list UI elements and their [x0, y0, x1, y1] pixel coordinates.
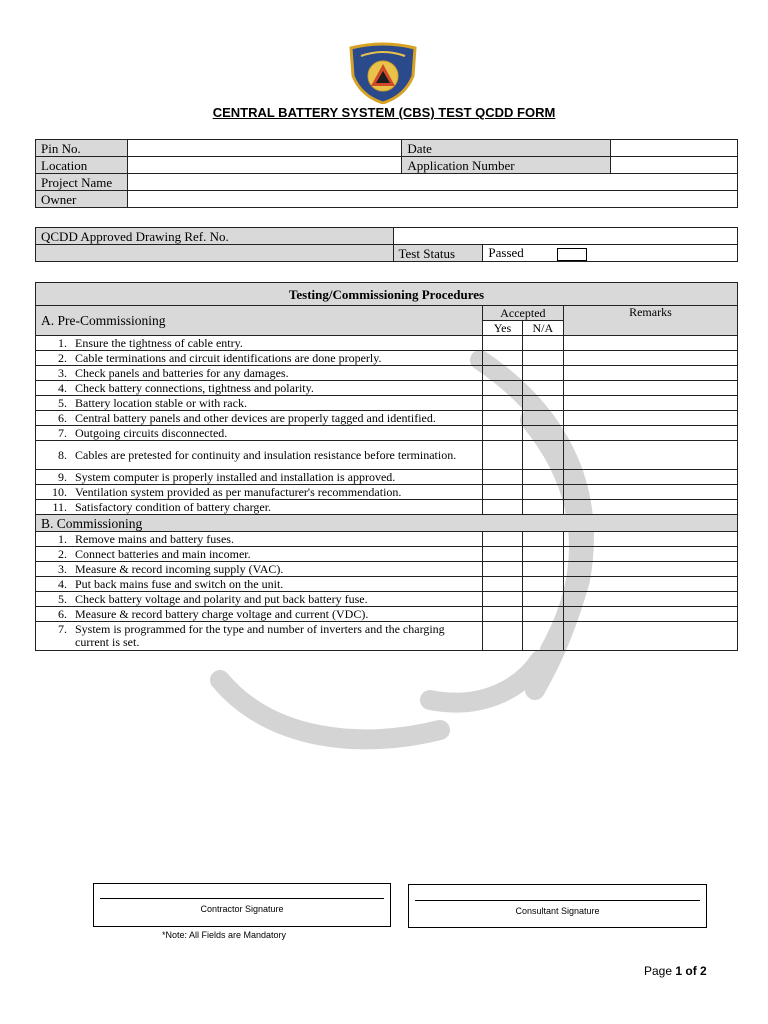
procedure-text-cell: [36, 426, 483, 441]
procedure-text: Outgoing circuits disconnected.: [75, 425, 228, 440]
procedure-number: 8.: [58, 447, 67, 462]
na-checkbox-cell[interactable]: [522, 622, 563, 651]
procedure-row: [36, 396, 738, 411]
procedure-text: Cables are pretested for continuity and insulation resistance before termination.: [75, 447, 457, 462]
yes-checkbox-cell[interactable]: [482, 592, 522, 607]
procedure-text-cell: [36, 547, 483, 562]
mandatory-note: *Note: All Fields are Mandatory: [162, 930, 287, 940]
procedure-text-cell: [36, 562, 483, 577]
date-label: Date: [402, 140, 611, 157]
test-status-checkbox[interactable]: [557, 248, 587, 261]
procedure-text: Battery location stable or with rack.: [75, 395, 247, 410]
procedure-text: Measure & record battery charge voltage and current (VDC).: [75, 606, 369, 621]
procedure-number: 9.: [58, 469, 67, 484]
remarks-cell[interactable]: [563, 381, 737, 396]
page-of: of: [682, 964, 701, 978]
procedure-text: Central battery panels and other devices are properly tagged and identified.: [75, 410, 436, 425]
procedure-row: [36, 577, 738, 592]
remarks-cell[interactable]: [563, 485, 737, 500]
procedure-text-cell: [36, 411, 483, 426]
na-checkbox-cell[interactable]: [522, 381, 563, 396]
page-prefix: Page: [644, 964, 676, 978]
application-number-label: Application Number: [402, 157, 611, 174]
procedure-text-cell: [36, 381, 483, 396]
procedure-row: [36, 336, 738, 351]
procedure-text: Ventilation system provided as per manufacturer's recommendation.: [75, 484, 402, 499]
civil-defense-logo-icon: [343, 42, 423, 104]
section-a-title: A. Pre-Commissioning: [36, 306, 483, 336]
drawing-status-table: [35, 227, 738, 262]
procedure-number: 3.: [58, 365, 67, 380]
na-checkbox-cell[interactable]: [522, 607, 563, 622]
contractor-signature-box[interactable]: [93, 883, 391, 927]
procedure-row: [36, 547, 738, 562]
remarks-cell[interactable]: [563, 411, 737, 426]
remarks-cell[interactable]: [563, 336, 737, 351]
page-current: 1: [675, 964, 683, 978]
yes-header: Yes: [482, 321, 522, 336]
yes-checkbox-cell[interactable]: [482, 396, 522, 411]
procedure-row: [36, 622, 738, 651]
yes-checkbox-cell[interactable]: [482, 381, 522, 396]
procedure-text-cell: [36, 500, 483, 515]
yes-checkbox-cell[interactable]: [482, 441, 522, 470]
remarks-cell[interactable]: [563, 396, 737, 411]
na-checkbox-cell[interactable]: [522, 426, 563, 441]
procedure-text-cell: [36, 607, 483, 622]
procedure-text-cell: [36, 396, 483, 411]
procedures-table: [35, 282, 738, 651]
location-label: Location: [36, 157, 128, 174]
procedure-number: 10.: [52, 484, 67, 499]
procedure-number: 6.: [58, 606, 67, 621]
yes-checkbox-cell[interactable]: [482, 470, 522, 485]
procedure-text: Check battery voltage and polarity and put back battery fuse.: [75, 591, 368, 606]
procedure-row: [36, 426, 738, 441]
project-info-table: [35, 139, 738, 208]
test-status-label: Test Status: [393, 245, 483, 262]
remarks-cell[interactable]: [563, 532, 737, 547]
yes-checkbox-cell[interactable]: [482, 607, 522, 622]
procedure-text-cell: [36, 336, 483, 351]
remarks-cell[interactable]: [563, 607, 737, 622]
drawing-ref-blank: [36, 245, 394, 262]
consultant-signature-label: Consultant Signature: [515, 906, 600, 916]
na-checkbox-cell[interactable]: [522, 441, 563, 470]
project-name-input[interactable]: [127, 174, 737, 191]
project-name-label: Project Name: [36, 174, 128, 191]
na-checkbox-cell[interactable]: [522, 336, 563, 351]
location-input[interactable]: [127, 157, 401, 174]
yes-checkbox-cell[interactable]: [482, 500, 522, 515]
drawing-ref-label: QCDD Approved Drawing Ref. No.: [36, 228, 394, 245]
procedure-row: [36, 366, 738, 381]
remarks-header: Remarks: [563, 306, 737, 336]
procedure-number: 3.: [58, 561, 67, 576]
remarks-cell[interactable]: [563, 622, 737, 651]
procedure-text: System computer is properly installed and installation is approved.: [75, 469, 396, 484]
procedure-text: Check panels and batteries for any damages.: [75, 365, 289, 380]
procedure-row: [36, 500, 738, 515]
yes-checkbox-cell[interactable]: [482, 577, 522, 592]
na-checkbox-cell[interactable]: [522, 366, 563, 381]
consultant-signature-line: [415, 900, 700, 901]
procedure-text: Ensure the tightness of cable entry.: [75, 335, 243, 350]
date-input[interactable]: [611, 140, 738, 157]
procedure-text-cell: [36, 351, 483, 366]
pin-input[interactable]: [127, 140, 401, 157]
application-number-input[interactable]: [611, 157, 738, 174]
procedure-number: 5.: [58, 591, 67, 606]
procedure-text: Remove mains and battery fuses.: [75, 531, 234, 546]
yes-checkbox-cell[interactable]: [482, 336, 522, 351]
yes-checkbox-cell[interactable]: [482, 547, 522, 562]
procedure-row: [36, 532, 738, 547]
procedure-text: Cable terminations and circuit identifications are done properly.: [75, 350, 382, 365]
contractor-signature-line: [100, 898, 384, 899]
test-status-value: Passed: [488, 245, 524, 261]
procedure-text: Check battery connections, tightness and polarity.: [75, 380, 314, 395]
procedure-number: 1.: [58, 335, 67, 350]
na-checkbox-cell[interactable]: [522, 532, 563, 547]
remarks-cell[interactable]: [563, 500, 737, 515]
na-header: N/A: [522, 321, 563, 336]
na-checkbox-cell[interactable]: [522, 485, 563, 500]
consultant-signature-box[interactable]: [408, 884, 707, 928]
drawing-ref-input[interactable]: [393, 228, 738, 245]
owner-label: Owner: [36, 191, 128, 208]
procedure-text-cell: [36, 532, 483, 547]
remarks-cell[interactable]: [563, 351, 737, 366]
procedures-header: Testing/Commissioning Procedures: [36, 283, 738, 306]
page-total: 2: [700, 964, 707, 978]
remarks-cell[interactable]: [563, 366, 737, 381]
contractor-signature-label: Contractor Signature: [200, 904, 284, 914]
na-checkbox-cell[interactable]: [522, 547, 563, 562]
procedure-number: 2.: [58, 546, 67, 561]
form-title: CENTRAL BATTERY SYSTEM (CBS) TEST QCDD FORM: [212, 105, 556, 120]
procedure-number: 6.: [58, 410, 67, 425]
na-checkbox-cell[interactable]: [522, 351, 563, 366]
procedure-text-cell: [36, 577, 483, 592]
procedure-text-cell: [36, 485, 483, 500]
procedure-row: [36, 411, 738, 426]
procedure-text-cell: [36, 441, 483, 470]
remarks-cell[interactable]: [563, 562, 737, 577]
procedure-text: Put back mains fuse and switch on the unit.: [75, 576, 284, 591]
procedure-number: 5.: [58, 395, 67, 410]
accepted-header: Accepted: [482, 306, 563, 321]
yes-checkbox-cell[interactable]: [482, 366, 522, 381]
na-checkbox-cell[interactable]: [522, 396, 563, 411]
na-checkbox-cell[interactable]: [522, 500, 563, 515]
pin-label: Pin No.: [36, 140, 128, 157]
procedure-row: [36, 441, 738, 470]
procedure-row: [36, 562, 738, 577]
procedure-text: Satisfactory condition of battery charger.: [75, 499, 272, 514]
procedure-number: 7.: [58, 425, 67, 440]
procedure-text: Measure & record incoming supply (VAC).: [75, 561, 284, 576]
yes-checkbox-cell[interactable]: [482, 411, 522, 426]
remarks-cell[interactable]: [563, 547, 737, 562]
section-title: B. Commissioning: [36, 515, 738, 532]
owner-input[interactable]: [127, 191, 737, 208]
na-checkbox-cell[interactable]: [522, 411, 563, 426]
yes-checkbox-cell[interactable]: [482, 485, 522, 500]
procedure-row: [36, 351, 738, 366]
na-checkbox-cell[interactable]: [522, 562, 563, 577]
test-status-field[interactable]: [483, 245, 738, 262]
procedure-row: [36, 381, 738, 396]
procedure-text: Connect batteries and main incomer.: [75, 546, 251, 561]
procedure-text-cell: [36, 622, 483, 651]
procedure-number: 7.: [58, 622, 67, 636]
procedure-number: 4.: [58, 576, 67, 591]
procedure-row: [36, 485, 738, 500]
page-number: [644, 964, 707, 978]
procedure-text-cell: [36, 366, 483, 381]
procedure-row: [36, 470, 738, 485]
procedure-row: [36, 607, 738, 622]
remarks-cell[interactable]: [563, 592, 737, 607]
yes-checkbox-cell[interactable]: [482, 351, 522, 366]
yes-checkbox-cell[interactable]: [482, 562, 522, 577]
procedure-text-cell: [36, 592, 483, 607]
procedure-number: 11.: [52, 499, 67, 514]
na-checkbox-cell[interactable]: [522, 470, 563, 485]
remarks-cell[interactable]: [563, 441, 737, 470]
procedure-text-cell: [36, 470, 483, 485]
procedure-number: 1.: [58, 531, 67, 546]
remarks-cell[interactable]: [563, 577, 737, 592]
remarks-cell[interactable]: [563, 470, 737, 485]
remarks-cell[interactable]: [563, 426, 737, 441]
yes-checkbox-cell[interactable]: [482, 532, 522, 547]
na-checkbox-cell[interactable]: [522, 592, 563, 607]
procedure-number: 2.: [58, 350, 67, 365]
na-checkbox-cell[interactable]: [522, 577, 563, 592]
procedure-text: System is programmed for the type and number of inverters and the charging current is set.: [75, 622, 445, 649]
procedure-number: 4.: [58, 380, 67, 395]
yes-checkbox-cell[interactable]: [482, 426, 522, 441]
yes-checkbox-cell[interactable]: [482, 622, 522, 651]
procedure-row: [36, 592, 738, 607]
